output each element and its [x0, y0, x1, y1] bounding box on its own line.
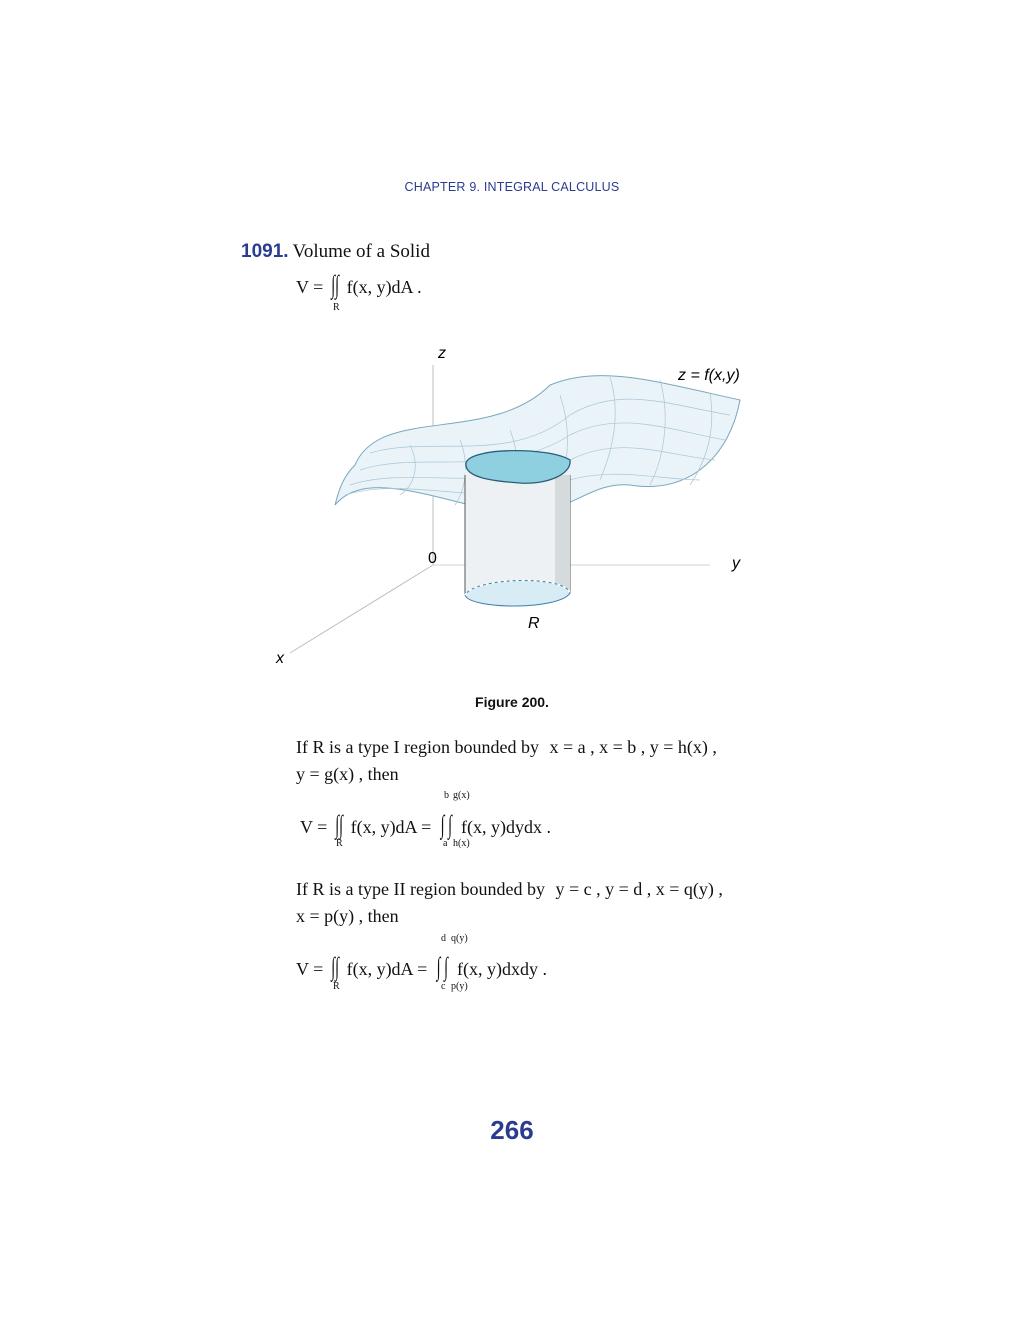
- type1-upper-inner: g(x): [453, 790, 470, 801]
- origin-label: 0: [428, 550, 437, 567]
- type2-eq-mid: f(x, y)dA =: [346, 959, 428, 979]
- iterated-integral-sign: ∫ ∫: [440, 810, 452, 839]
- chapter-header: CHAPTER 9. INTEGRAL CALCULUS: [404, 180, 620, 194]
- type2-region-sub: R: [333, 981, 340, 992]
- type1-line1-math: x = a , x = b , y = h(x) ,: [549, 737, 717, 757]
- main-formula: [296, 270, 422, 300]
- type1-line1-text: If R is a type I region bounded by: [296, 737, 539, 757]
- type2-equation: [296, 952, 547, 982]
- type2-line1: [296, 879, 723, 900]
- x-axis-label: x: [276, 650, 284, 667]
- z-axis-label: z: [438, 345, 446, 362]
- main-formula-region-sub: R: [333, 302, 340, 313]
- double-integral-sign: ∫∫: [331, 270, 339, 299]
- type1-line2: y = g(x) , then: [296, 764, 399, 784]
- formula-title: Volume of a Solid: [292, 241, 430, 262]
- region-label: R: [528, 615, 540, 632]
- type2-line1-math: y = c , y = d , x = q(y) ,: [555, 879, 723, 899]
- surface-label: z = f(x,y): [678, 367, 740, 384]
- iterated-integral-sign: ∫ ∫: [436, 952, 448, 981]
- double-integral-sign: ∫∫: [331, 952, 339, 981]
- main-formula-lhs: V =: [296, 277, 324, 297]
- type1-eq-mid: f(x, y)dA =: [350, 817, 432, 837]
- y-axis-label: y: [732, 555, 740, 572]
- formula-heading: [241, 241, 430, 263]
- type2-lower-outer: c: [441, 981, 446, 992]
- type2-line1-text: If R is a type II region bounded by: [296, 879, 545, 899]
- type1-equation: [300, 810, 551, 840]
- formula-number: 1091.: [241, 241, 289, 262]
- volume-figure: [270, 335, 770, 675]
- main-formula-integrand: f(x, y)dA .: [346, 277, 422, 297]
- x-axis: [290, 565, 433, 653]
- type1-upper-outer: b: [444, 790, 449, 801]
- double-integral-sign: ∫∫: [335, 810, 343, 839]
- type1-line1: [296, 737, 717, 758]
- type2-upper-outer: d: [441, 933, 446, 944]
- type1-lower-outer: a: [443, 838, 448, 849]
- type1-eq-lhs: V =: [300, 817, 328, 837]
- type1-lower-inner: h(x): [453, 838, 470, 849]
- type1-eq-rhs: f(x, y)dydx .: [460, 817, 551, 837]
- page-number: 266: [490, 1115, 534, 1145]
- type1-region-sub: R: [336, 838, 343, 849]
- type2-line2: x = p(y) , then: [296, 906, 399, 926]
- type2-eq-lhs: V =: [296, 959, 324, 979]
- type2-lower-inner: p(y): [451, 981, 468, 992]
- type2-upper-inner: q(y): [451, 933, 468, 944]
- figure-caption: Figure 200.: [475, 694, 549, 710]
- type2-eq-rhs: f(x, y)dxdy .: [456, 959, 547, 979]
